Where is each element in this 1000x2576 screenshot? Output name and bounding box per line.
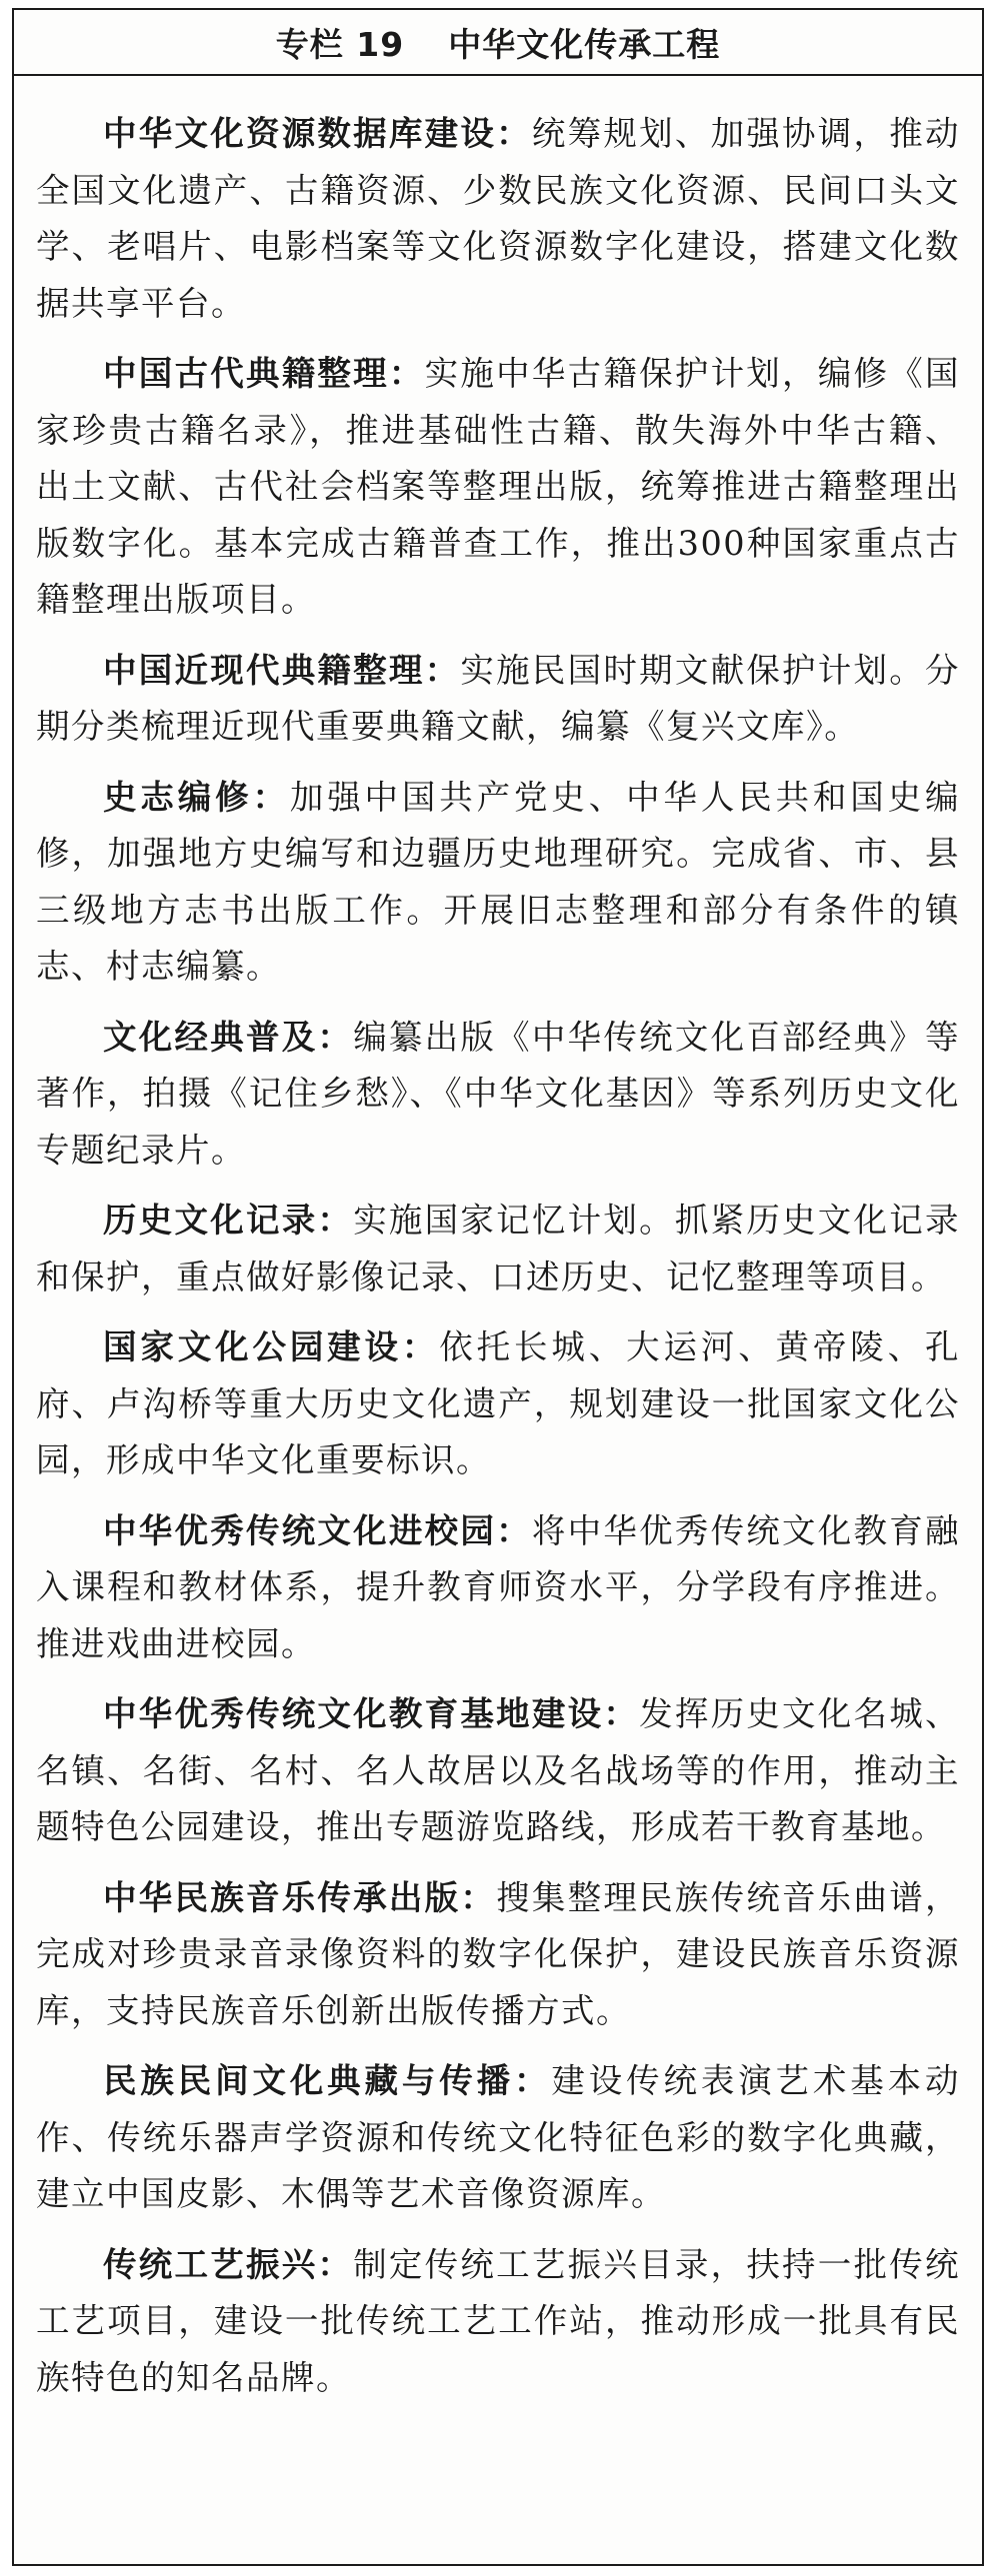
section-title: 史志编修： xyxy=(103,777,290,817)
section-title: 民族民间文化典藏与传播： xyxy=(103,2061,552,2100)
section-body: 制定传统工艺振兴目录，扶持一批传统工艺项目，建设一批传统工艺工作站，推动形成一批具有民族特色的知名品牌。 xyxy=(36,2244,961,2397)
section-body: 搜集整理民族传统音乐曲谱，完成对珍贵录音录像资料的数字化保护，建设民族音乐资源库，支持民族音乐创新出版传播方式。 xyxy=(36,1877,961,2030)
section-data-resources xyxy=(36,106,960,332)
section-body: 实施民国时期文献保护计划。分期分类梳理近现代重要典籍文献，编纂《复兴文库》。 xyxy=(36,650,961,746)
box-header xyxy=(14,10,982,76)
section-title: 传统工艺振兴： xyxy=(103,2244,354,2284)
section-title: 中华优秀传统文化进校园： xyxy=(103,1510,532,1550)
section-classics-popularization xyxy=(36,1010,960,1180)
section-education-bases xyxy=(36,1686,960,1856)
section-national-parks xyxy=(36,1319,960,1489)
section-modern-classics xyxy=(36,643,960,756)
section-title: 文化经典普及： xyxy=(103,1017,354,1057)
section-body: 将中华优秀传统文化教育融入课程和教材体系，提升教育师资水平，分学段有序推进。推进戏曲进校园。 xyxy=(36,1510,961,1663)
section-body: 加强中国共产党史、中华人民共和国史编修，加强地方史编写和边疆历史地理研究。完成省、市、县三级地方志书出版工作。开展旧志整理和部分有条件的镇志、村志编纂。 xyxy=(36,777,961,986)
column-label: 专栏 19 xyxy=(275,24,405,64)
section-folk-culture-archive xyxy=(36,2053,960,2223)
section-body: 实施国家记忆计划。抓紧历史文化记录和保护，重点做好影像记录、口述历史、记忆整理等项目。 xyxy=(36,1201,961,1296)
section-title: 中华民族音乐传承出版： xyxy=(103,1877,497,1917)
section-title: 中华文化资源数据库建设： xyxy=(103,114,532,153)
section-ancient-classics xyxy=(36,346,960,629)
section-body: 建设传统表演艺术基本动作、传统乐器声学资源和传统文化特征色彩的数字化典藏，建立中国皮影、木偶等艺术音像资源库。 xyxy=(36,2061,961,2213)
section-ethnic-music xyxy=(36,1870,960,2040)
section-body: 依托长城、大运河、黄帝陵、孔府、卢沟桥等重大历史文化遗产，规划建设一批国家文化公园，形成中华文化重要标识。 xyxy=(36,1327,961,1479)
feature-box xyxy=(12,8,984,2566)
box-content xyxy=(14,76,982,2406)
section-body: 发挥历史文化名城、名镇、名街、名村、名人故居以及名战场等的作用，推动主题特色公园建设，推出专题游览路线，形成若干教育基地。 xyxy=(36,1694,961,1846)
section-title: 中国古代典籍整理： xyxy=(103,354,425,393)
section-title: 中华优秀传统文化教育基地建设： xyxy=(103,1694,640,1733)
section-culture-in-schools xyxy=(36,1503,960,1673)
section-title: 国家文化公园建设： xyxy=(103,1327,440,1366)
section-body: 统筹规划、加强协调，推动全国文化遗产、古籍资源、少数民族文化资源、民间口头文学、老唱片、电影档案等文化资源数字化建设，搭建文化数据共享平台。 xyxy=(36,114,961,323)
section-body: 实施中华古籍保护计划，编修《国家珍贵古籍名录》，推进基础性古籍、散失海外中华古籍、出土文献、古代社会档案等整理出版，统筹推进古籍整理出版数字化。基本完成古籍普查工作，推出300种国家重点古籍整理出版项目。 xyxy=(36,354,961,619)
section-history-records xyxy=(36,1193,960,1305)
section-body: 编纂出版《中华传统文化百部经典》等著作，拍摄《记住乡愁》、《中华文化基因》等系列历史文化专题纪录片。 xyxy=(36,1017,961,1170)
section-title: 历史文化记录： xyxy=(103,1201,354,1240)
section-history-annals xyxy=(36,770,960,996)
section-traditional-crafts xyxy=(36,2237,960,2407)
section-title: 中国近现代典籍整理： xyxy=(103,650,461,690)
box-title: 中华文化传承工程 xyxy=(448,24,721,64)
